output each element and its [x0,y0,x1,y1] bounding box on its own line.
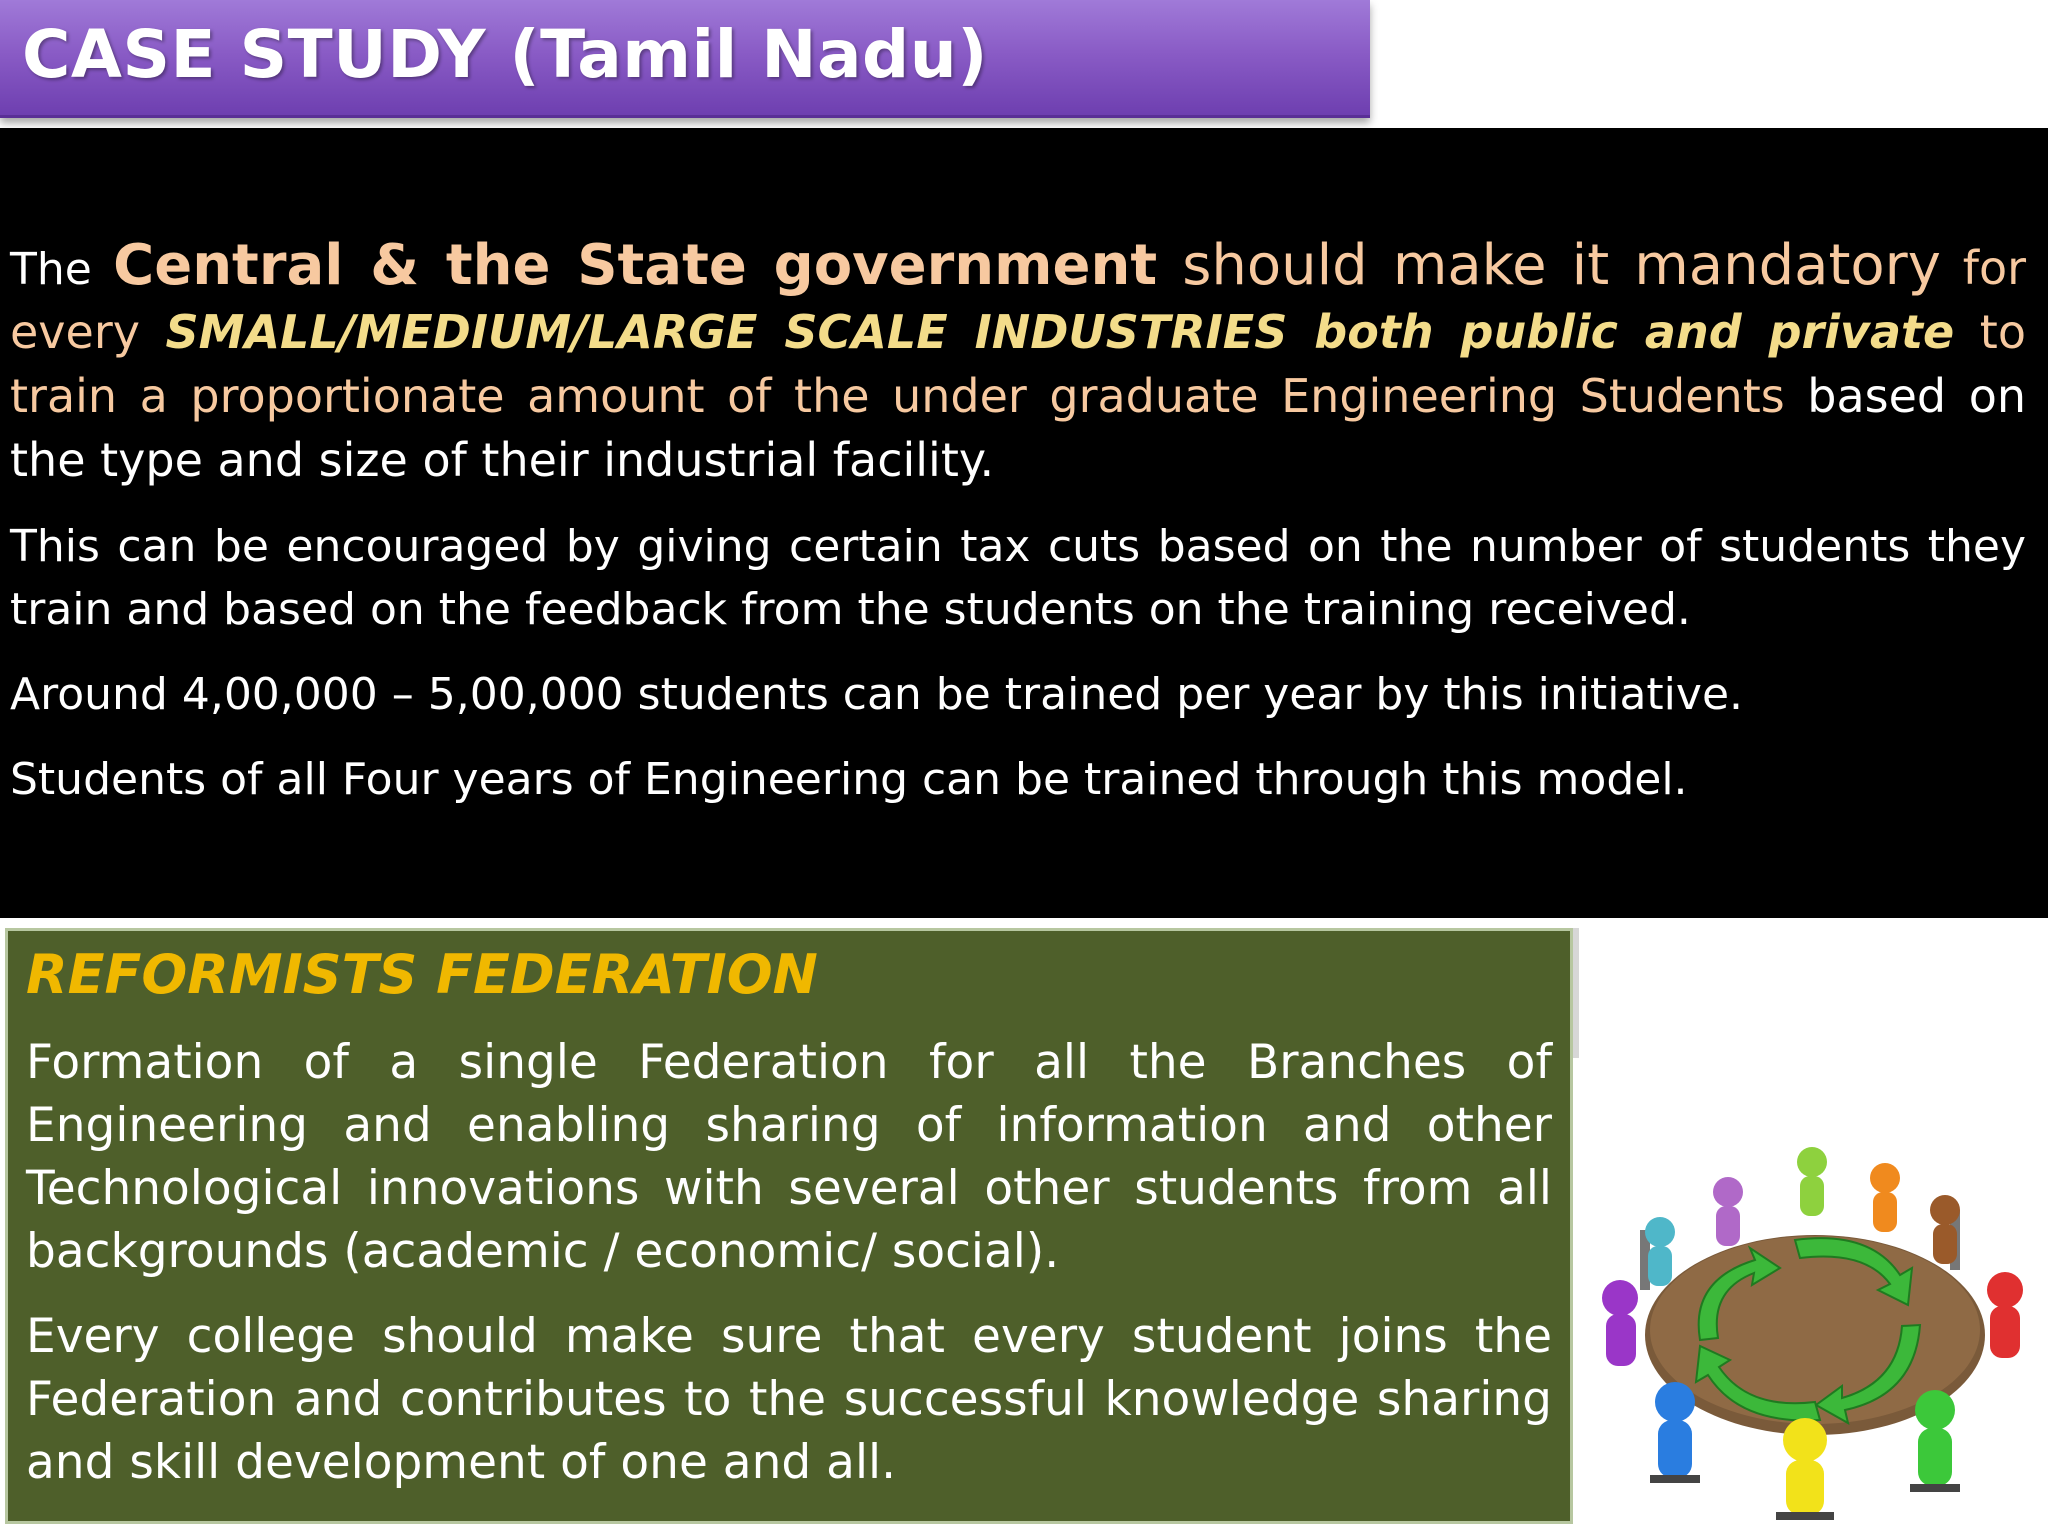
paragraph-tax-cuts: This can be encouraged by giving certain tax cuts based on the number of students they train and based on the feedback from the students on the training received. [10,521,2026,635]
figure-yellow-front [1776,1418,1834,1520]
figure-red-right [1987,1272,2023,1358]
title-bar [0,0,1370,118]
figure-magenta-left [1602,1280,1638,1366]
text-the: The [10,244,114,295]
proposal-text-box [0,128,2048,918]
slide-title: CASE STUDY (Tamil Nadu) [22,16,988,93]
text-to-train: to train a [10,305,2026,423]
federation-box [5,928,1573,1524]
figure-green-front [1910,1390,1960,1492]
federation-paragraph-formation: Formation of a single Federation for all the Branches of Engineering and enabling sharing of information and other Technological innovations with several other students from all backgrounds (academic / economic/ social). [26,1035,1552,1279]
round-table-meeting-illustration [1580,1110,2040,1530]
figure-orange-back [1870,1163,1900,1232]
paragraph-mandate [10,234,2026,493]
federation-heading: REFORMISTS FEDERATION [26,943,818,1006]
text-mandatory: should make it mandatory [1157,233,1941,298]
figure-green-back [1797,1147,1827,1216]
text-proportionate: proportionate amount of the under graduate Engineering Students [190,369,1785,423]
figure-purple-back [1713,1177,1743,1246]
figure-brown-back [1930,1195,1960,1264]
text-based-on: based on the type and size of their industrial facility. [10,369,2026,487]
paragraph-four-years: Students of all Four years of Engineering can be trained through this model. [10,754,1688,805]
federation-box-edge [1573,928,1579,1058]
text-for-every: for every [10,241,2027,359]
paragraph-students-count: Around 4,00,000 – 5,00,000 students can be trained per year by this initiative. [10,669,1743,720]
figure-teal-back [1645,1217,1675,1286]
federation-paragraph-college: Every college should make sure that every student joins the Federation and contributes to the successful knowledge sharing and skill development of one and all. [26,1309,1552,1490]
text-central-state: Central & the State government [113,233,1158,298]
text-industries: SMALL/MEDIUM/LARGE SCALE INDUSTRIES both public and private [165,305,1955,359]
figure-blue-front [1650,1382,1700,1483]
